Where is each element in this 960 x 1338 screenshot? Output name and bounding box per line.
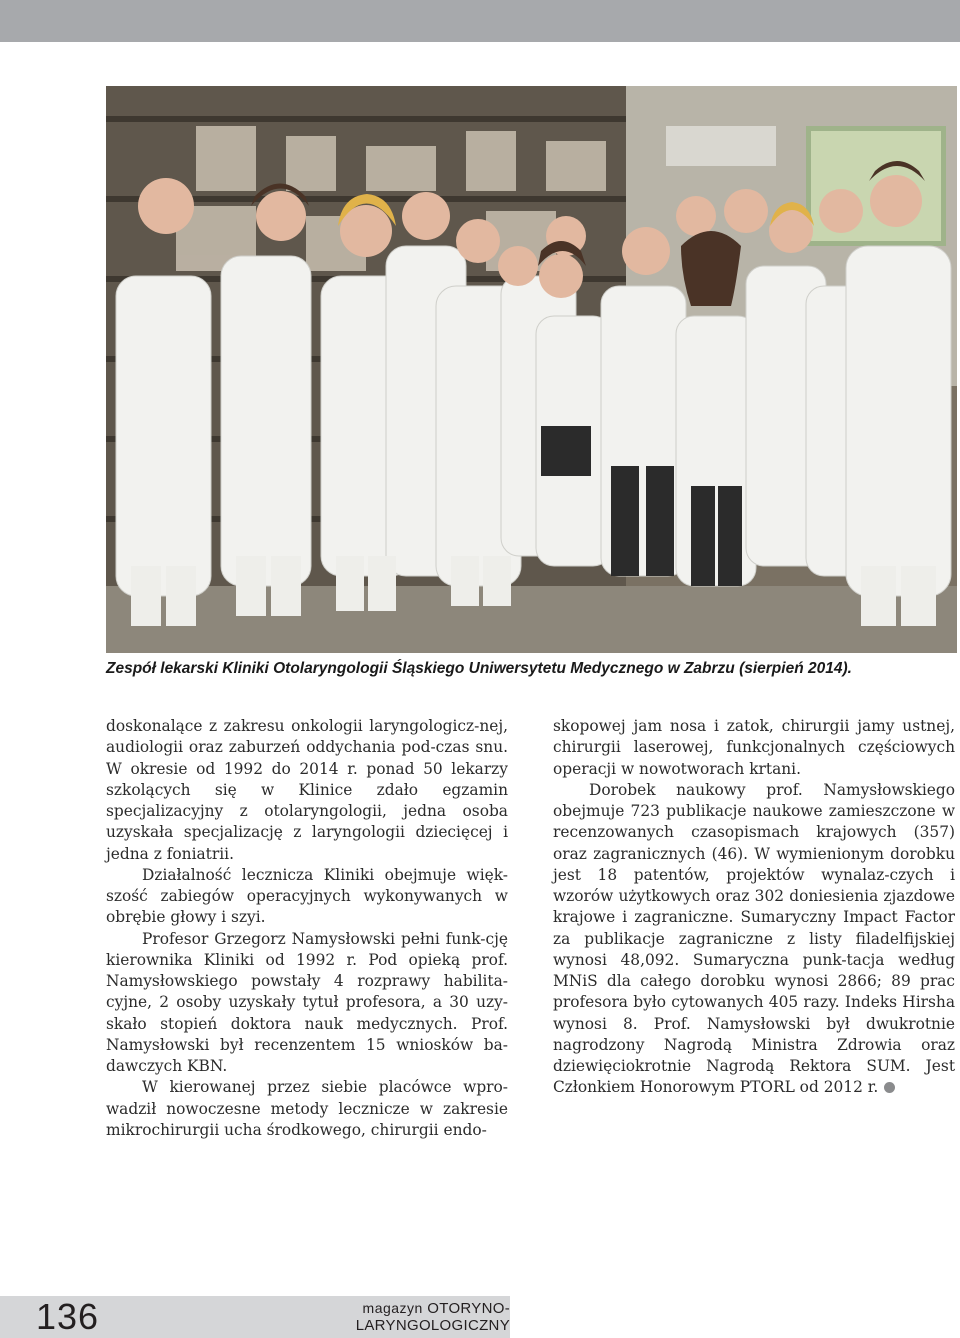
magazine-title-line1: OTORYNO-: [427, 1300, 510, 1317]
end-marker-icon: [884, 1082, 895, 1093]
text-column-right: [553, 716, 955, 1099]
photo-caption: Zespół lekarski Kliniki Otolaryngologii Śląskiego Uniwersytetu Medycznego w Zabrzu (sierpień 2014).: [106, 660, 852, 677]
magazine-label: magazyn: [362, 1300, 423, 1316]
paragraph-final: [553, 780, 955, 1099]
paragraph: skopowej jam nosa i zatok, chirurgii jamy ustnej, chirurgii laserowej, funkcjonalnych częściowych operacji w nowotworach krtani.: [553, 717, 955, 778]
text-column-left: [106, 716, 508, 1141]
header-band: [0, 0, 960, 42]
paragraph: Profesor Grzegorz Namysłowski pełni funk-cję kierownika Kliniki od 1992 r. Pod opieką prof. Namysłowskiego powstały 4 rozprawy habilita-cyjne, 2 osoby uzyskały tytuł profesora, a 30 uzy-skało stopień doktora nauk medycznych. Prof. Namysłowski był recenzentem 15 wniosków ba-dawczych KBN.: [106, 929, 508, 1075]
paragraph: doskonalące z zakresu onkologii laryngologicz-nej, audiologii oraz zaburzeń oddychania pod-czas snu. W okresie od 1992 do 2014 r. ponad 50 lekarzy szkolących się w Klinice zdało egzamin specjalizacyjny z otolaryngologii, jedna osoba uzyskała specjalizację z laryngologii dziecięcej i jedna z foniatrii.: [106, 717, 508, 863]
magazine-title: [356, 1300, 510, 1334]
team-photo: [106, 86, 957, 653]
paragraph-text: Dorobek naukowy prof. Namysłowskiego obejmuje 723 publikacje naukowe zamieszczone w recenzowanych czasopismach krajowych (357) oraz zagranicznych (46). W wymienionym dorobku jest 18 patentów, projektów wynalaz-czych i wzorów użytkowych oraz 302 doniesienia zjazdowe krajowe i zagraniczne. Sumaryczny Impact Factor za publikacje zagraniczne z listy filadelfijskiej wynosi 48,092. Sumaryczna punk-tacja według MNiS dla całego dorobku wynosi 2866; 89 prac profesora było cytowanych 405 razy. Indeks Hirsha wynosi 8. Prof. Namysłowski był dwukrotnie nagrodzony Nagrodą Ministra Zdrowia oraz dziewięciokrotnie Nagrodą Rektora SUM. Jest Członkiem Honorowym PTORL od 2012 r.: [553, 780, 955, 1097]
team-photo-illustration: [106, 86, 957, 653]
paragraph: W kierowanej przez siebie placówce wpro-wadził nowoczesne metody lecznicze w zakresie mikrochirurgii ucha środkowego, chirurgii endo-: [106, 1078, 508, 1139]
paragraph: Działalność lecznicza Kliniki obejmuje więk-szość zabiegów operacyjnych wykonywanych w obrębie głowy i szyi.: [106, 865, 508, 927]
magazine-title-line2: LARYNGOLOGICZNY: [355, 1317, 510, 1334]
page-number: 136: [36, 1296, 100, 1337]
